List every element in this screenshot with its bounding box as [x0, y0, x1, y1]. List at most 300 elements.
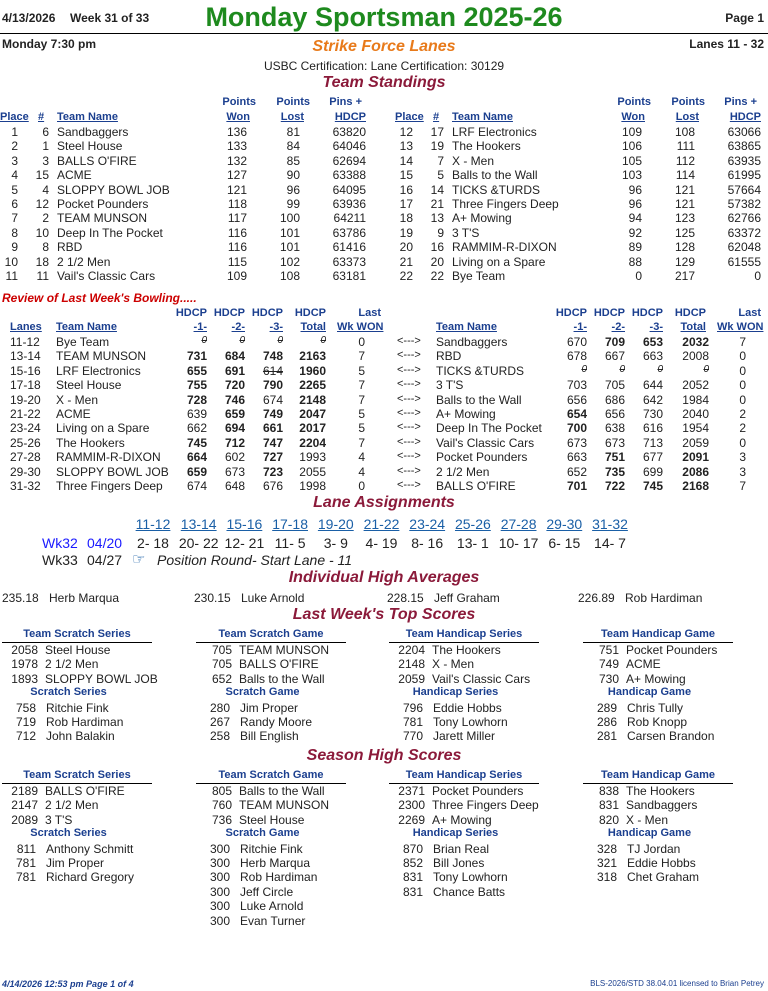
- score-value: 781: [15, 870, 36, 885]
- lane-matchup: 2- 18: [137, 535, 169, 551]
- review-won: 4: [358, 464, 365, 479]
- score-value: 736: [211, 812, 232, 827]
- page-number: Page 1: [725, 11, 764, 25]
- col-header-hdcp: -2-: [231, 321, 245, 333]
- review-score: 673: [566, 435, 587, 450]
- score-value: 2058: [11, 643, 38, 657]
- score-value: 838: [598, 784, 619, 798]
- review-team: Three Fingers Deep: [56, 479, 163, 493]
- lanes-range: Lanes 11 - 32: [689, 37, 764, 51]
- col-header-lost: Lost: [280, 111, 304, 123]
- bowler-name: Jeff Graham: [434, 591, 500, 605]
- team-name: 2 1/2 Men: [45, 657, 99, 672]
- review-score: 0: [320, 335, 326, 346]
- review-score: 2032: [682, 335, 709, 349]
- lane-matchup: 3- 9: [323, 535, 348, 551]
- review-score: 663: [566, 450, 587, 465]
- bowler-name: Jeff Circle: [240, 884, 294, 899]
- review-score: 678: [566, 349, 587, 364]
- review-score: 662: [186, 421, 207, 436]
- average-value: 235.18: [2, 591, 39, 605]
- score-value: 300: [209, 870, 230, 885]
- review-score: 709: [604, 335, 625, 349]
- vs-arrow: <--->: [397, 464, 421, 477]
- review-team: 2 1/2 Men: [436, 464, 490, 479]
- col-header-hdcp: Total: [680, 321, 706, 333]
- review-lanes: 27-28: [10, 450, 41, 465]
- review-team: 3 T'S: [436, 378, 464, 393]
- footer-right: BLS-2026/STD 38.04.01 licensed to Brian Petrey: [590, 979, 764, 988]
- review-team: Balls to the Wall: [436, 392, 522, 407]
- review-won: 0: [739, 378, 746, 393]
- review-score: 653: [642, 335, 663, 349]
- col-header-hdcp: Total: [300, 321, 326, 333]
- standing-place: 5: [11, 182, 18, 197]
- review-team: TICKS &TURDS: [436, 363, 525, 378]
- team-name: BALLS O'FIRE: [45, 784, 125, 798]
- standing-num: 8: [42, 240, 49, 255]
- review-score: 2052: [682, 378, 709, 393]
- score-value: 2300: [398, 798, 425, 813]
- score-category: Team Handicap Game: [600, 769, 716, 781]
- standing-team: Balls to the Wall: [452, 168, 538, 183]
- score-value: 321: [596, 856, 617, 870]
- team-name: A+ Mowing: [432, 812, 492, 827]
- review-won: 7: [739, 335, 746, 349]
- bowler-name: Evan Turner: [240, 913, 306, 928]
- bowler-name: Rob Hardiman: [625, 591, 703, 605]
- team-name: BALLS O'FIRE: [239, 657, 319, 672]
- bowler-name: Chris Tully: [627, 700, 684, 715]
- standing-won: 116: [227, 240, 247, 255]
- review-score: 749: [262, 407, 283, 421]
- lane-pair-header: 13-14: [180, 516, 217, 532]
- review-team: Pocket Pounders: [436, 450, 528, 465]
- standing-num: 6: [42, 125, 49, 139]
- col-header-hdcp: -1-: [573, 321, 587, 333]
- review-score: 2163: [299, 349, 326, 364]
- standing-won: 96: [628, 182, 642, 197]
- review-score: 602: [224, 450, 245, 465]
- lane-pair-header: 21-22: [363, 516, 400, 532]
- review-score: 673: [224, 464, 245, 479]
- standings-title: Team Standings: [322, 74, 446, 91]
- review-score: 751: [604, 450, 625, 465]
- standing-pins: 57382: [727, 197, 761, 211]
- review-team: Sandbaggers: [436, 335, 508, 349]
- team-name: Balls to the Wall: [239, 784, 325, 798]
- review-won: 0: [739, 349, 746, 364]
- score-value: 289: [596, 700, 617, 715]
- bowler-name: Ritchie Fink: [46, 700, 109, 715]
- standing-lost: 96: [286, 182, 300, 197]
- review-score: 661: [262, 421, 283, 436]
- standing-place: 22: [399, 269, 413, 283]
- review-score: 0: [201, 335, 207, 346]
- review-score: 655: [186, 363, 207, 378]
- standing-place: 3: [11, 153, 18, 168]
- col-header-won: Points: [222, 96, 256, 108]
- review-score: 2017: [299, 421, 326, 436]
- standing-won: 136: [226, 125, 247, 139]
- col-header-won: Won: [621, 111, 645, 123]
- review-score: 0: [581, 363, 587, 375]
- bowler-name: Rob Hardiman: [46, 715, 124, 729]
- review-score: 0: [239, 335, 245, 346]
- review-score: 656: [566, 392, 587, 407]
- score-value: 805: [211, 784, 232, 798]
- review-score: 676: [262, 479, 283, 493]
- review-score: 2086: [682, 464, 709, 479]
- score-value: 2089: [11, 812, 38, 827]
- score-category: Team Scratch Game: [218, 769, 324, 781]
- score-value: 770: [402, 729, 423, 744]
- col-header-place: Place: [395, 111, 424, 123]
- col-header-team: Team Name: [452, 111, 513, 123]
- standing-pins: 62766: [727, 211, 761, 226]
- bowler-name: Jim Proper: [240, 700, 299, 715]
- score-category: Handicap Series: [412, 686, 499, 699]
- standing-num: 17: [430, 125, 444, 139]
- standing-pins: 62048: [727, 240, 761, 255]
- score-value: 749: [598, 657, 619, 672]
- standing-place: 14: [399, 153, 413, 168]
- week-label: Wk32: [42, 535, 78, 551]
- bowler-name: Tony Lowhorn: [433, 870, 508, 885]
- score-value: 281: [596, 729, 617, 744]
- review-score: 639: [186, 407, 207, 421]
- standing-place: 18: [399, 211, 413, 226]
- standing-team: Sandbaggers: [57, 125, 129, 139]
- average-value: 226.89: [578, 591, 615, 605]
- standing-lost: 114: [675, 168, 695, 183]
- review-won: 4: [358, 450, 365, 465]
- standing-won: 127: [226, 168, 247, 183]
- standing-team: Pocket Pounders: [57, 197, 149, 211]
- standing-pins: 63820: [332, 125, 366, 139]
- vs-arrow: <--->: [397, 349, 421, 362]
- team-name: 3 T'S: [45, 812, 73, 827]
- score-value: 705: [211, 657, 232, 672]
- bowler-name: Ritchie Fink: [240, 841, 303, 856]
- review-lanes: 25-26: [10, 435, 41, 450]
- review-score: 674: [262, 392, 283, 407]
- standing-num: 15: [35, 168, 49, 183]
- standing-lost: 84: [286, 139, 300, 154]
- team-name: X - Men: [432, 657, 475, 672]
- standing-won: 109: [621, 125, 642, 139]
- review-score: 748: [262, 349, 283, 364]
- standing-won: 109: [226, 269, 247, 283]
- standing-won: 115: [227, 254, 247, 269]
- col-header-num: #: [38, 111, 45, 123]
- standing-place: 21: [399, 254, 413, 269]
- score-value: 258: [209, 729, 230, 744]
- bowler-name: Anthony Schmitt: [46, 841, 134, 856]
- standing-won: 88: [628, 254, 642, 269]
- review-team: BALLS O'FIRE: [436, 479, 516, 493]
- review-won: 7: [358, 349, 365, 364]
- review-score: 1998: [299, 479, 326, 493]
- standing-team: Vail's Classic Cars: [57, 269, 156, 283]
- col-header-hdcp: Wk WON: [337, 321, 384, 333]
- vs-arrow: <--->: [397, 378, 421, 391]
- review-won: 7: [358, 392, 365, 407]
- standing-num: 3: [42, 153, 49, 168]
- standing-place: 12: [399, 125, 413, 139]
- standing-place: 20: [399, 240, 413, 255]
- standing-lost: 81: [286, 125, 300, 139]
- review-score: 684: [224, 349, 245, 364]
- standing-place: 1: [11, 125, 18, 139]
- score-category: Team Scratch Game: [218, 628, 324, 640]
- col-header-lanes: Lanes: [10, 321, 42, 333]
- bowler-name: Randy Moore: [240, 715, 313, 729]
- review-score: 2091: [682, 450, 709, 465]
- col-header-hdcp: HDCP: [294, 307, 326, 319]
- bowler-name: Rob Knopp: [627, 715, 688, 729]
- review-score: 746: [224, 392, 245, 407]
- review-lanes: 19-20: [10, 392, 41, 407]
- standing-num: 14: [430, 182, 444, 197]
- standing-won: 116: [227, 225, 247, 240]
- score-value: 2269: [398, 812, 425, 827]
- standing-team: 3 T'S: [452, 225, 480, 240]
- review-won: 5: [358, 421, 365, 436]
- score-category: Team Handicap Series: [405, 769, 523, 781]
- standing-pins: 63372: [727, 225, 761, 240]
- bowler-name: Tony Lowhorn: [433, 715, 508, 729]
- standing-num: 5: [437, 168, 444, 183]
- position-round-note: Position Round- Start Lane - 11: [157, 552, 353, 568]
- vs-arrow: <--->: [397, 407, 421, 419]
- score-value: 2204: [398, 643, 425, 657]
- standing-lost: 101: [279, 225, 300, 240]
- review-score: 701: [566, 479, 587, 493]
- standing-lost: 125: [674, 225, 695, 240]
- review-won: 7: [358, 435, 365, 450]
- standing-lost: 121: [674, 197, 695, 211]
- score-category: Handicap Game: [607, 686, 692, 699]
- bowler-name: Richard Gregory: [46, 870, 135, 885]
- lane-matchup: 8- 16: [411, 535, 444, 551]
- lane-pair-header: 25-26: [454, 516, 491, 532]
- review-won: 0: [739, 363, 746, 378]
- team-name: Three Fingers Deep: [432, 798, 539, 813]
- review-won: 0: [358, 479, 365, 493]
- standing-won: 133: [226, 139, 247, 154]
- score-value: 719: [15, 715, 36, 729]
- standing-place: 11: [5, 269, 18, 283]
- standing-won: 105: [621, 153, 642, 168]
- col-header-hdcp: HDCP: [555, 307, 587, 319]
- review-score: 2148: [299, 392, 326, 407]
- team-name: ACME: [626, 657, 661, 672]
- average-value: 228.15: [387, 591, 424, 605]
- vs-arrow: <--->: [397, 450, 421, 463]
- bowler-name: Rob Hardiman: [240, 870, 318, 885]
- standing-won: 103: [621, 168, 642, 183]
- col-header-hdcp: HDCP: [631, 307, 663, 319]
- col-header-lost: Points: [276, 96, 310, 108]
- review-score: 790: [262, 378, 283, 393]
- team-name: X - Men: [626, 812, 669, 827]
- score-value: 852: [402, 856, 423, 870]
- standing-lost: 108: [279, 269, 300, 283]
- score-value: 652: [211, 671, 232, 686]
- page-title: Monday Sportsman 2025-26: [205, 2, 563, 32]
- review-score: 0: [619, 363, 625, 375]
- standing-lost: 85: [286, 153, 300, 168]
- bowler-name: Bill English: [240, 729, 299, 744]
- standing-lost: 111: [676, 139, 695, 154]
- col-header-hdcp: HDCP: [175, 307, 207, 319]
- score-category: Scratch Series: [30, 827, 107, 840]
- vs-arrow: <--->: [397, 392, 421, 405]
- review-won: 7: [739, 479, 746, 493]
- col-header-team: Team Name: [57, 111, 118, 123]
- standing-pins: 57664: [727, 182, 761, 197]
- col-header-pins: Pins +: [329, 96, 362, 108]
- review-score: 1960: [299, 363, 326, 378]
- lane-pair-header: 31-32: [592, 516, 628, 532]
- review-score: 686: [604, 392, 625, 407]
- review-score: 614: [262, 363, 283, 378]
- lane-pair-header: 15-16: [226, 516, 263, 532]
- review-team: X - Men: [56, 392, 99, 407]
- bowler-name: Brian Real: [433, 841, 490, 856]
- col-header-hdcp: -2-: [611, 321, 625, 333]
- standing-team: A+ Mowing: [452, 211, 512, 226]
- review-lanes: 13-14: [10, 349, 41, 364]
- standing-num: 20: [430, 254, 444, 269]
- standing-team: ACME: [57, 168, 92, 183]
- standing-pins: 0: [754, 269, 761, 283]
- standing-pins: 63066: [727, 125, 761, 139]
- vs-arrow: <--->: [397, 335, 421, 347]
- standing-team: LRF Electronics: [452, 125, 537, 139]
- score-value: 760: [211, 798, 232, 813]
- standing-num: 22: [430, 269, 444, 283]
- standing-pins: 63936: [332, 197, 366, 211]
- score-value: 286: [596, 715, 617, 729]
- review-won: 5: [358, 407, 365, 421]
- review-score: 0: [703, 363, 709, 375]
- review-score: 730: [642, 407, 663, 421]
- review-score: 712: [224, 435, 245, 450]
- lane-matchup: 10- 17: [498, 535, 539, 551]
- lane-pair-header: 27-28: [500, 516, 537, 532]
- score-value: 730: [598, 671, 619, 686]
- review-lanes: 21-22: [10, 407, 41, 421]
- lane-pair-header: 29-30: [546, 516, 583, 532]
- lane-matchup: 12- 21: [224, 535, 265, 551]
- team-name: The Hookers: [432, 643, 501, 657]
- certification: USBC Certification: Lane Certification: 30129: [263, 59, 505, 73]
- standing-pins: 63373: [332, 254, 366, 269]
- standing-team: The Hookers: [452, 139, 521, 154]
- standing-num: 4: [42, 182, 49, 197]
- standing-lost: 102: [279, 254, 300, 269]
- standing-won: 106: [621, 139, 642, 154]
- col-header-lost: Points: [671, 96, 705, 108]
- score-value: 328: [596, 841, 617, 856]
- standing-team: Living on a Spare: [452, 254, 546, 269]
- review-lanes: 17-18: [10, 378, 41, 393]
- review-score: 644: [642, 378, 663, 393]
- score-value: 280: [209, 700, 230, 715]
- review-score: 2008: [682, 349, 709, 364]
- review-score: 713: [642, 435, 663, 450]
- bowler-name: Carsen Brandon: [627, 729, 715, 744]
- standing-team: TICKS &TURDS: [452, 182, 541, 197]
- standing-num: 13: [430, 211, 444, 226]
- col-header-hdcp: Wk WON: [717, 321, 764, 333]
- standing-place: 7: [11, 211, 18, 226]
- standing-won: 132: [226, 153, 247, 168]
- review-won: 7: [358, 378, 365, 393]
- review-won: 2: [739, 421, 746, 436]
- score-value: 318: [596, 870, 617, 885]
- last-week-title: Last Week's Top Scores: [292, 606, 476, 623]
- review-score: 705: [604, 378, 625, 393]
- standing-place: 15: [399, 168, 413, 183]
- bowler-name: Jarett Miller: [433, 729, 496, 744]
- standing-num: 10: [35, 225, 49, 240]
- score-value: 1893: [11, 671, 38, 686]
- review-score: 616: [642, 421, 663, 436]
- standing-place: 19: [399, 225, 413, 240]
- standing-team: X - Men: [452, 153, 495, 168]
- review-team: LRF Electronics: [56, 363, 141, 378]
- review-team: Deep In The Pocket: [436, 421, 542, 436]
- col-header-hdcp: HDCP: [251, 307, 283, 319]
- score-value: 300: [209, 884, 230, 899]
- score-value: 831: [402, 870, 423, 885]
- col-header-num: #: [433, 111, 440, 123]
- review-team: TEAM MUNSON: [56, 349, 146, 364]
- review-score: 722: [604, 479, 625, 493]
- standing-num: 19: [430, 139, 444, 154]
- score-category: Team Scratch Series: [23, 628, 131, 640]
- review-team: ACME: [56, 407, 91, 421]
- bowler-name: Luke Arnold: [240, 899, 304, 914]
- averages-title: Individual High Averages: [288, 569, 480, 586]
- review-team: SLOPPY BOWL JOB: [56, 464, 169, 479]
- review-score: 700: [566, 421, 587, 436]
- review-score: 691: [224, 363, 245, 378]
- col-header-hdcp: HDCP: [674, 307, 706, 319]
- vs-arrow: <--->: [397, 363, 421, 376]
- team-name: TEAM MUNSON: [239, 643, 329, 657]
- score-value: 781: [402, 715, 423, 729]
- review-won: 3: [739, 464, 746, 479]
- bowler-name: John Balakin: [46, 729, 115, 744]
- season-title: Season High Scores: [306, 747, 462, 764]
- score-value: 300: [209, 899, 230, 914]
- standing-lost: 129: [674, 254, 695, 269]
- review-score: 755: [186, 378, 207, 393]
- standing-num: 11: [36, 269, 49, 283]
- review-team: Living on a Spare: [56, 421, 150, 436]
- score-value: 751: [598, 643, 619, 657]
- col-header-team: Team Name: [56, 321, 117, 333]
- standing-lost: 99: [286, 197, 300, 211]
- standing-won: 118: [227, 197, 247, 211]
- standing-lost: 100: [279, 211, 300, 226]
- review-score: 656: [604, 407, 625, 421]
- team-name: Steel House: [45, 643, 111, 657]
